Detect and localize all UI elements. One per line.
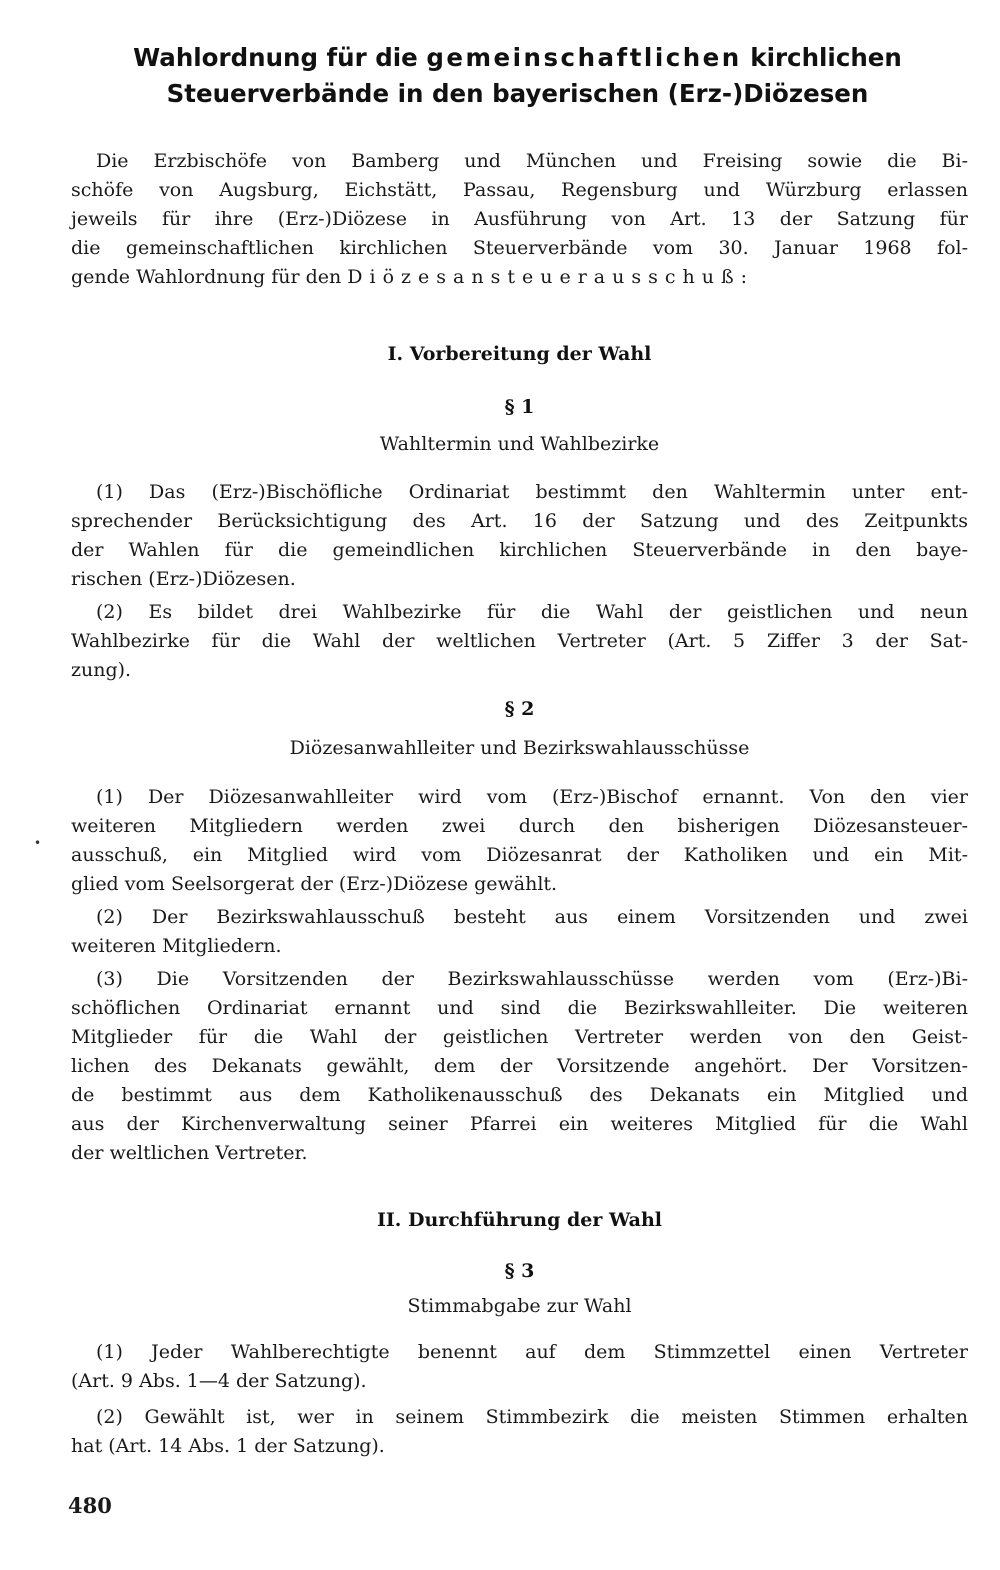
preamble-line: jeweils für ihre (Erz-)Diözese in Ausführung von Art. 13 der Satzung für: [71, 208, 968, 230]
text-line: der weltlichen Vertreter.: [71, 1142, 308, 1164]
text-line: sprechender Berücksichtigung des Art. 16 der Satzung und des Zeitpunkts: [71, 510, 968, 532]
section-heading-1: I. Vorbereitung der Wahl: [387, 343, 652, 365]
preamble-line: die gemeinschaftlichen kirchlichen Steuerverbände vom 30. Januar 1968 fol-: [71, 237, 968, 259]
text-line: glied vom Seelsorgerat der (Erz-)Diözese gewählt.: [71, 873, 558, 895]
preamble-last-line-text: gende Wahlordnung für den: [71, 266, 348, 288]
text-line: (2) Gewählt ist, wer in seinem Stimmbezirk die meisten Stimmen erhalten: [96, 1406, 968, 1428]
text-line: rischen (Erz-)Diözesen.: [71, 568, 296, 590]
paragraph-1-absatz-1: [71, 478, 968, 594]
title-line-2: Steuerverbände in den bayerischen (Erz-)Diözesen: [166, 79, 869, 108]
preamble-paragraph: [71, 147, 968, 292]
paragraph-sign-2: § 2: [504, 698, 535, 720]
paragraph-sign-3: § 3: [504, 1260, 535, 1282]
paragraph-3-subtitle: Stimmabgabe zur Wahl: [407, 1295, 632, 1317]
text-line: (2) Es bildet drei Wahlbezirke für die Wahl der geistlichen und neun: [96, 601, 968, 623]
paragraph-2-absatz-2: [71, 903, 968, 961]
text-line: schöflichen Ordinariat ernannt und sind die Bezirkswahlleiter. Die weiteren: [71, 997, 968, 1019]
paragraph-2-subtitle: Diözesanwahlleiter und Bezirkswahlausschüsse: [289, 737, 750, 759]
paragraph-1-absatz-2: [71, 598, 968, 685]
preamble-colon: :: [740, 266, 748, 288]
document-title: [60, 40, 975, 112]
text-line: (3) Die Vorsitzenden der Bezirkswahlausschüsse werden vom (Erz-)Bi-: [96, 968, 968, 990]
text-line: (1) Das (Erz-)Bischöfliche Ordinariat bestimmt den Wahltermin unter ent-: [96, 481, 968, 503]
preamble-line: [71, 263, 968, 292]
text-line: zung).: [71, 659, 132, 681]
text-line: lichen des Dekanats gewählt, dem der Vorsitzende angehört. Der Vorsitzen-: [71, 1055, 968, 1077]
text-line: weiteren Mitgliedern werden zwei durch den bisherigen Diözesansteuer-: [71, 815, 968, 837]
paragraph-sign-1: § 1: [504, 396, 535, 418]
text-line: (1) Jeder Wahlberechtigte benennt auf dem Stimmzettel einen Vertreter: [96, 1341, 968, 1363]
preamble-line: Die Erzbischöfe von Bamberg und München und Freising sowie die Bi-: [96, 150, 968, 172]
paragraph-2-absatz-3: [71, 965, 968, 1168]
text-line: Mitglieder für die Wahl der geistlichen Vertreter werden von den Geist-: [71, 1026, 968, 1048]
text-line: aus der Kirchenverwaltung seiner Pfarrei ein weiteres Mitglied für die Wahl: [71, 1113, 968, 1135]
title-line-1-part-a: Wahlordnung für die: [133, 43, 427, 72]
margin-mark-icon: •: [34, 836, 42, 850]
text-line: de bestimmt aus dem Katholikenausschuß des Dekanats ein Mitglied und: [71, 1084, 968, 1106]
text-line: hat (Art. 14 Abs. 1 der Satzung).: [71, 1435, 385, 1457]
paragraph-1-subtitle: Wahltermin und Wahlbezirke: [379, 433, 660, 455]
text-line: Wahlbezirke für die Wahl der weltlichen Vertreter (Art. 5 Ziffer 3 der Sat-: [71, 630, 968, 652]
page-number: 480: [68, 1493, 112, 1518]
text-line: (Art. 9 Abs. 1—4 der Satzung).: [71, 1370, 367, 1392]
text-line: weiteren Mitgliedern.: [71, 935, 282, 957]
text-line: (1) Der Diözesanwahlleiter wird vom (Erz-)Bischof ernannt. Von den vier: [96, 786, 968, 808]
paragraph-2-absatz-1: [71, 783, 968, 899]
title-line-1-part-c: kirchlichen: [741, 43, 902, 72]
title-line-1: [60, 40, 975, 76]
title-line-1-spaced-word: gemeinschaftlichen: [426, 43, 742, 72]
preamble-line: schöfe von Augsburg, Eichstätt, Passau, Regensburg und Würzburg erlassen: [71, 179, 968, 201]
paragraph-3-absatz-1: [71, 1338, 968, 1396]
text-line: der Wahlen für die gemeindlichen kirchlichen Steuerverbände in den baye-: [71, 539, 968, 561]
text-line: ausschuß, ein Mitglied wird vom Diözesanrat der Katholiken und ein Mit-: [71, 844, 968, 866]
section-heading-2: II. Durchführung der Wahl: [376, 1209, 663, 1231]
text-line: (2) Der Bezirkswahlausschuß besteht aus einem Vorsitzenden und zwei: [96, 906, 968, 928]
paragraph-3-absatz-2: [71, 1403, 968, 1461]
preamble-spaced-word: Diözesansteuerausschuß: [347, 266, 741, 288]
